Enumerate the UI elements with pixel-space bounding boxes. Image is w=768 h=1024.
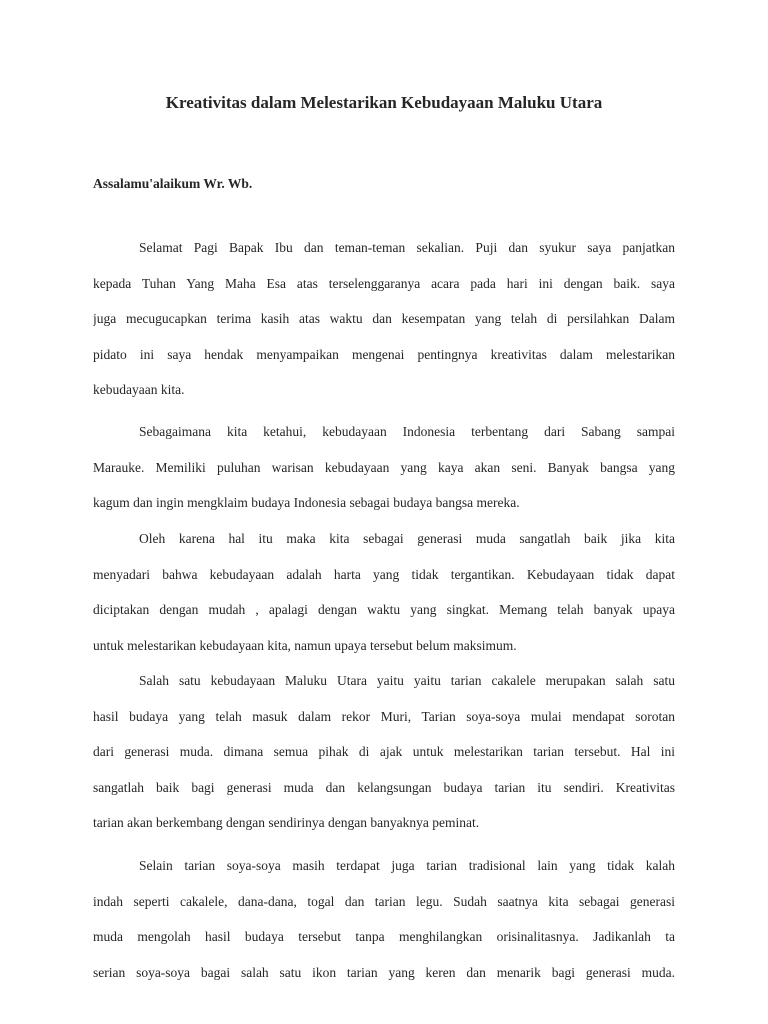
paragraph-line: Oleh karena hal itu maka kita sebagai generasi muda sangatlah baik jika kita bbox=[139, 531, 675, 546]
paragraph-line: kepada Tuhan Yang Maha Esa atas terselenggaranya acara pada hari ini dengan baik. saya bbox=[93, 275, 675, 291]
paragraph-line: Marauke. Memiliki puluhan warisan kebudayaan yang kaya akan seni. Banyak bangsa yang bbox=[93, 459, 675, 475]
paragraph-4 bbox=[93, 663, 675, 841]
paragraph-line: tarian akan berkembang dengan sendirinya dengan banyaknya peminat. bbox=[93, 815, 480, 831]
paragraph-line: menyadari bahwa kebudayaan adalah harta yang tidak tergantikan. Kebudayaan tidak dapat bbox=[93, 566, 675, 582]
greeting: Assalamu'alaikum Wr. Wb. bbox=[93, 176, 253, 191]
paragraph-line: kagum dan ingin mengklaim budaya Indonesia sebagai budaya bangsa mereka. bbox=[93, 495, 520, 511]
paragraph-line: juga mecugucapkan terima kasih atas waktu dan kesempatan yang telah di persilahkan Dalam bbox=[93, 311, 675, 327]
paragraph-line: diciptakan dengan mudah , apalagi dengan waktu yang singkat. Memang telah banyak upaya bbox=[93, 602, 675, 618]
paragraph-line: dari generasi muda. dimana semua pihak di ajak untuk melestarikan tarian tersebut. Hal ini bbox=[93, 744, 675, 760]
paragraph-line: indah seperti cakalele, dana-dana, togal dan tarian legu. Sudah saatnya kita sebagai generasi bbox=[93, 893, 675, 909]
paragraph-line: serian soya-soya bagai salah satu ikon tarian yang keren dan menarik bagi generasi muda. bbox=[93, 964, 675, 980]
paragraph-line: muda mengolah hasil budaya tersebut tanpa menghilangkan orisinalitasnya. Jadikanlah ta bbox=[93, 929, 675, 945]
paragraph-line: Sebagaimana kita ketahui, kebudayaan Indonesia terbentang dari Sabang sampai bbox=[139, 424, 675, 439]
paragraph-2 bbox=[93, 414, 675, 521]
document-title: Kreativitas dalam Melestarikan Kebudayaan Maluku Utara bbox=[165, 93, 603, 112]
paragraph-line: Selamat Pagi Bapak Ibu dan teman-teman sekalian. Puji dan syukur saya panjatkan bbox=[139, 240, 675, 255]
paragraph-line: sangatlah baik bagi generasi muda dan kelangsungan budaya tarian itu sendiri. Kreativitas bbox=[93, 779, 675, 795]
paragraph-5 bbox=[93, 848, 675, 990]
paragraph-1 bbox=[93, 230, 675, 408]
paragraph-3 bbox=[93, 521, 675, 663]
paragraph-line: pidato ini saya hendak menyampaikan mengenai pentingnya kreativitas dalam melestarikan bbox=[93, 346, 675, 362]
paragraph-line: Salah satu kebudayaan Maluku Utara yaitu yaitu tarian cakalele merupakan salah satu bbox=[139, 673, 675, 688]
paragraph-line: untuk melestarikan kebudayaan kita, namun upaya tersebut belum maksimum. bbox=[93, 637, 517, 653]
paragraph-line: hasil budaya yang telah masuk dalam rekor Muri, Tarian soya-soya mulai mendapat sorotan bbox=[93, 708, 675, 724]
paragraph-line: kebudayaan kita. bbox=[93, 382, 185, 398]
paragraph-line: Selain tarian soya-soya masih terdapat juga tarian tradisional lain yang tidak kalah bbox=[139, 858, 675, 873]
